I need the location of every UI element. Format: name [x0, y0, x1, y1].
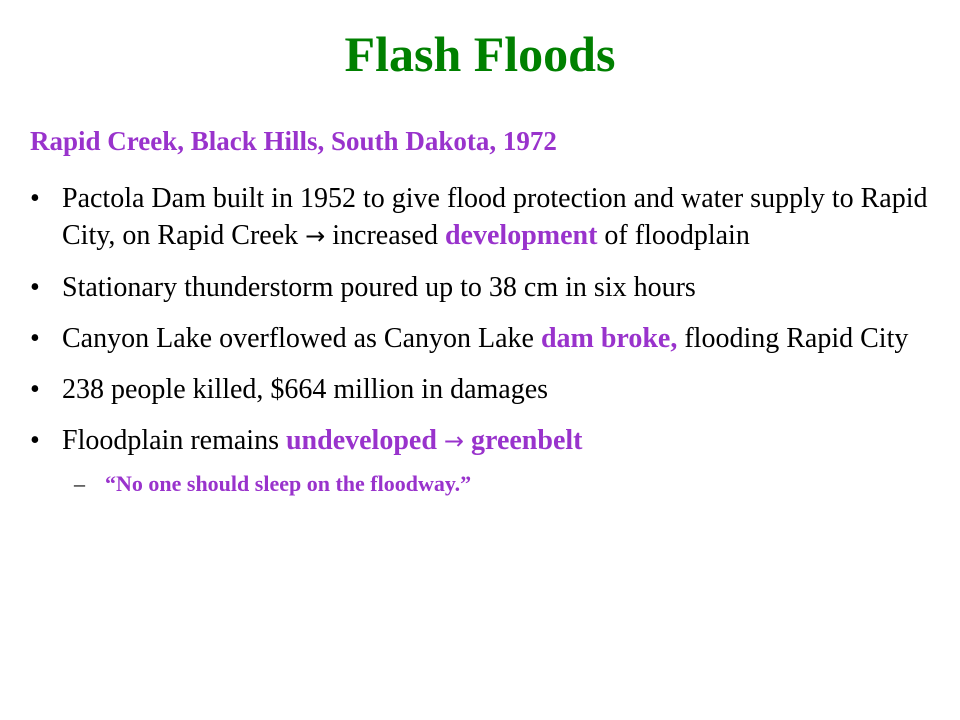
highlight-text: undeveloped	[285, 425, 437, 456]
right-arrow-icon: →	[443, 427, 465, 455]
bullet-text: flooding Rapid City	[684, 323, 909, 354]
bullet-list	[30, 180, 930, 500]
bullet-text: Pactola Dam built in 1952 to give flood protection and water supply to Rapid City, on Rapid Creek	[62, 183, 928, 251]
sub-bullet-item	[30, 468, 930, 500]
highlight-text: dam broke,	[540, 323, 678, 354]
highlight-text: greenbelt	[471, 425, 583, 456]
right-arrow-icon: →	[305, 222, 326, 250]
bullet-text: Stationary thunderstorm poured up to 38 cm in six hours	[62, 272, 696, 303]
bullet-item	[30, 269, 930, 306]
sub-bullet-dash: –	[74, 471, 85, 496]
bullet-text: Canyon Lake overflowed as Canyon Lake	[62, 323, 534, 354]
bullet-text: increased	[332, 220, 438, 251]
quote-text: “No one should sleep on the floodway.”	[105, 471, 472, 496]
slide-subtitle: Rapid Creek, Black Hills, South Dakota, 1972	[30, 126, 557, 156]
bullet-item	[30, 180, 930, 255]
bullet-dot: •	[30, 374, 40, 405]
bullet-text: 238 people killed, $664 million in damages	[62, 374, 549, 405]
bullet-text: of floodplain	[604, 220, 750, 251]
bullet-item	[30, 320, 930, 357]
bullet-item	[30, 422, 930, 460]
bullet-text: Floodplain remains	[62, 425, 279, 456]
bullet-dot: •	[30, 272, 40, 303]
slide-title: Flash Floods	[344, 26, 616, 82]
bullet-item	[30, 371, 930, 408]
bullet-dot: •	[30, 183, 40, 214]
bullet-dot: •	[30, 425, 40, 456]
highlight-text: development	[444, 220, 598, 251]
bullet-dot: •	[30, 323, 40, 354]
